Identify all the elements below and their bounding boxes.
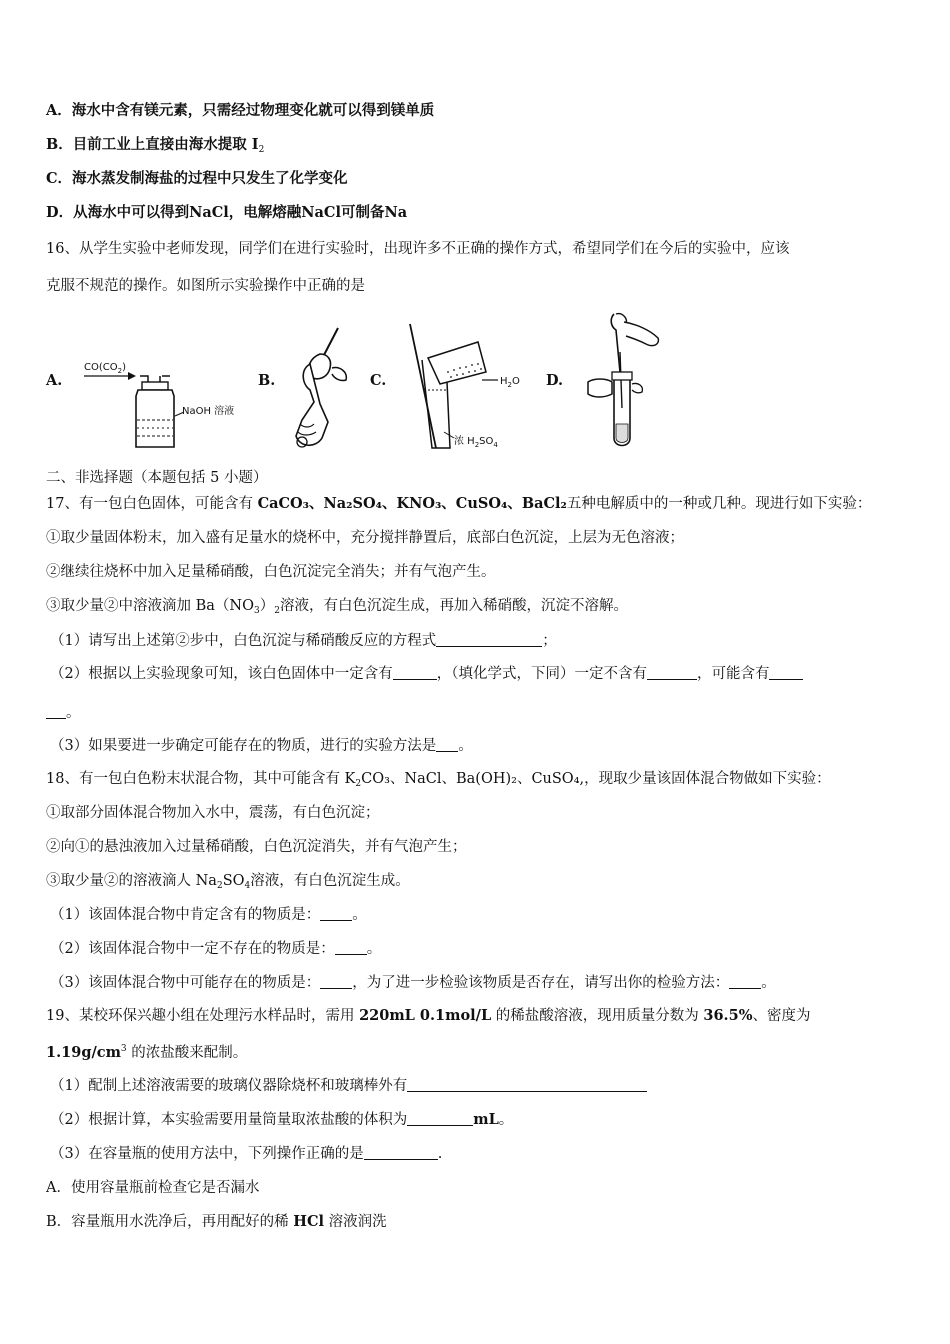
answer-blank[interactable] <box>364 1145 438 1160</box>
answer-blank[interactable] <box>407 1077 647 1092</box>
svg-text:NaOH 溶液: NaOH 溶液 <box>182 406 235 417</box>
section-title: 二、非选择题（本题包括 5 小题） <box>46 470 268 486</box>
q19-part3: （3）在容量瓶的使用方法中，下列操作正确的是 . <box>50 1146 443 1162</box>
q18-part2: （2）该固体混合物中一定不存在的物质是： 。 <box>50 941 382 957</box>
fig-label-b: B. <box>258 372 276 389</box>
q18-step2: ②向①的悬浊液加入过量稀硝酸，白色沉淀消失，并有气泡产生； <box>46 839 467 855</box>
answer-blank[interactable] <box>407 1111 473 1126</box>
q15-option-b: B．目前工业上直接由海水提取 $I_2$ <box>46 136 265 155</box>
q19-option-b: B．容量瓶用水洗净后，再用配好的稀 HCl 溶液润洗 <box>46 1213 387 1230</box>
q16-figures <box>0 312 950 452</box>
q15-option-d: D．从海水中可以得到NaCl，电解熔融NaCl可制备Na <box>46 204 408 221</box>
q19-option-a: A．使用容量瓶前检查它是否漏水 <box>46 1180 260 1196</box>
answer-blank[interactable] <box>46 704 66 719</box>
svg-text:H2O: $H_2O$ <box>500 376 520 389</box>
answer-blank[interactable] <box>335 940 367 955</box>
answer-blank[interactable] <box>729 974 761 989</box>
svg-text:浓 H2SO4: 浓 $H_2SO_4$ <box>454 436 498 449</box>
q17-part2-cont: 。 <box>46 703 81 723</box>
answer-blank[interactable] <box>769 665 803 680</box>
dropper-test-tube-figure <box>580 312 670 452</box>
answer-blank[interactable] <box>320 974 352 989</box>
q16-text-line2: 克服不规范的操作。如图所示实验操作中正确的是 <box>46 278 365 294</box>
answer-blank[interactable] <box>320 906 352 921</box>
answer-blank[interactable] <box>436 632 542 647</box>
fig-label-a: A. <box>46 372 63 389</box>
q18-step1: ①取部分固体混合物加入水中，震荡，有白色沉淀； <box>46 805 380 821</box>
q17-intro: 17、有一包白色固体，可能含有 CaCO₃、Na₂SO₄、KNO₃、CuSO₄、BaCl₂五种电解质中的一种或几种。现进行如下实验： <box>46 495 872 512</box>
fig-label-d: D. <box>546 372 564 389</box>
answer-blank[interactable] <box>647 665 697 680</box>
dilution-figure <box>398 320 528 452</box>
q15-option-a: A．海水中含有镁元素，只需经过物理变化就可以得到镁单质 <box>46 102 435 119</box>
answer-blank[interactable] <box>436 737 458 752</box>
q15-option-c: C．海水蒸发制海盐的过程中只发生了化学变化 <box>46 170 348 187</box>
q17-step3: ③取少量②中溶液滴加 $Ba(NO_3)_2$溶液，有白色沉淀生成，再加入稀硝酸，沉淀不溶解。 <box>46 598 628 616</box>
q17-part2: （2）根据以上实验现象可知，该白色固体中一定含有 ，（填化学式，下同）一定不含有 ，可能含有 <box>50 664 803 684</box>
gas-arrow-head <box>128 372 136 380</box>
q18-part1: （1）该固体混合物中肯定含有的物质是： 。 <box>50 907 367 923</box>
q17-step2: ②继续往烧杯中加入足量稀硝酸，白色沉淀完全消失；并有气泡产生。 <box>46 564 496 580</box>
q19-text-line2: $1.19g/cm^3$ 的浓盐酸来配制。 <box>46 1044 248 1061</box>
bottle-body <box>136 390 174 447</box>
gas-washing-bottle-figure <box>80 352 255 452</box>
q19-text-line1: 19、某校环保兴趣小组在处理污水样品时，需用 220mL 0.1mol/L 的稀盐酸溶液，现用质量分数为 36.5%、密度为 <box>46 1007 811 1024</box>
q17-step1: ①取少量固体粉末，加入盛有足量水的烧杯中，充分搅拌静置后，底部白色沉淀，上层为无色溶液； <box>46 530 684 546</box>
q19-part1: （1）配制上述溶液需要的玻璃仪器除烧杯和玻璃棒外有 <box>50 1076 647 1096</box>
poured-vessel <box>428 342 486 384</box>
q18-step3: ③取少量②的溶液滴人 $Na_2SO_4$溶液，有白色沉淀生成。 <box>46 873 410 891</box>
q17-part1: （1）请写出上述第②步中，白色沉淀与稀硝酸反应的方程式 ； <box>50 633 557 649</box>
fig-label-c: C. <box>370 372 387 389</box>
q17-part3: （3）如果要进一步确定可能存在的物质，进行的实验方法是 。 <box>50 738 473 754</box>
q18-part3: （3）该固体混合物中可能存在的物质是： ，为了进一步检验该物质是否存在，请写出你的检验方法： 。 <box>50 975 776 991</box>
svg-text:CO(CO2): $CO(CO_2)$ <box>84 362 126 375</box>
q16-text-line1: 16、从学生实验中老师发现，同学们在进行实验时，出现许多不正确的操作方式，希望同学们在今后的实验中，应该 <box>46 241 790 257</box>
q18-intro: 18、有一包白色粉末状混合物，其中可能含有 $K_2CO_3$、NaCl、Ba(OH)₂、CuSO₄,，现取少量该固体混合物做如下实验： <box>46 771 831 789</box>
answer-blank[interactable] <box>393 665 437 680</box>
q19-part2: （2）根据计算，本实验需要用量筒量取浓盐酸的体积为 mL。 <box>50 1111 514 1128</box>
hand-pouring-figure <box>280 324 360 452</box>
